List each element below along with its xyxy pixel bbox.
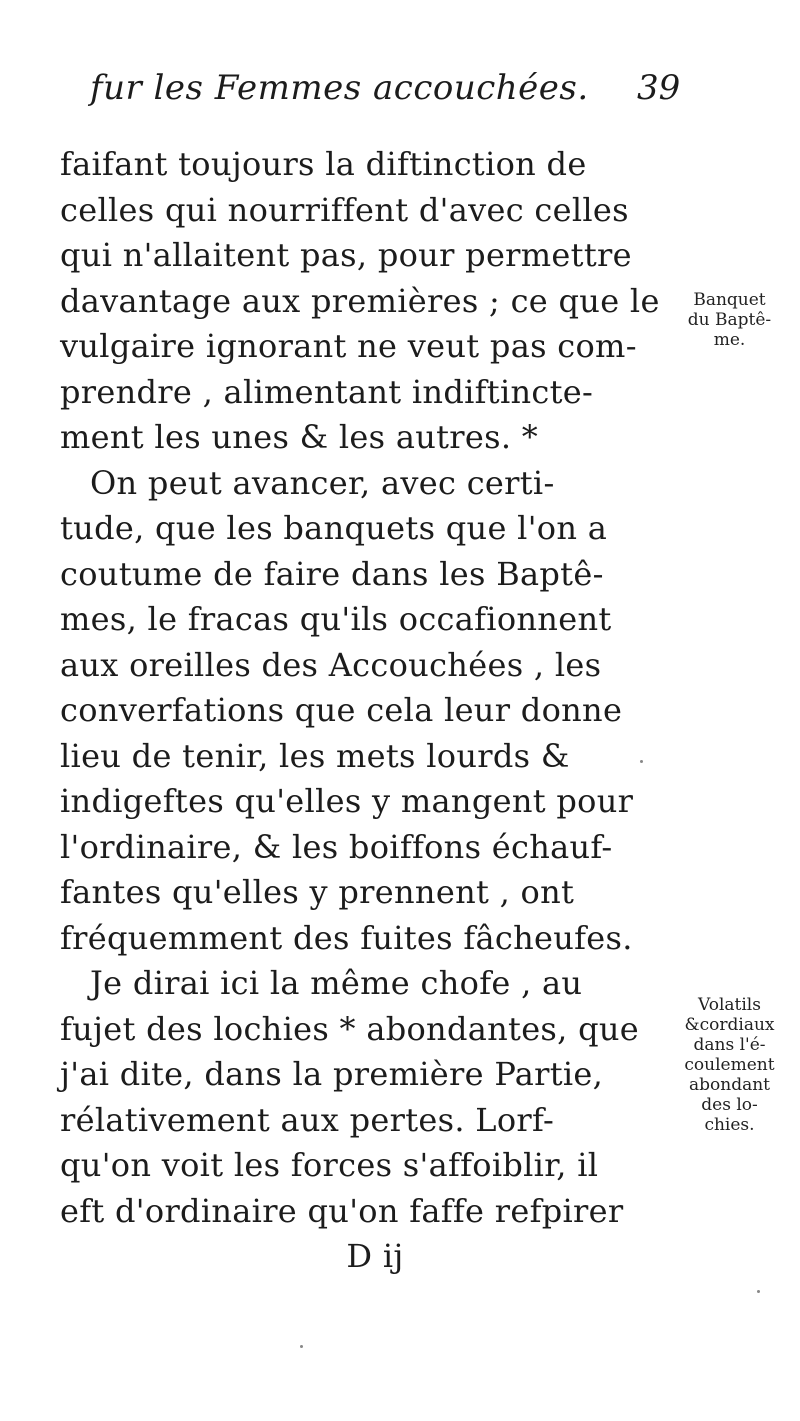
- text-line: davantage aux premières ; ce que le: [60, 281, 660, 320]
- margin-note-line: Banquet: [693, 290, 766, 310]
- margin-note-volatils: [662, 995, 797, 1135]
- text-line: eft d'ordinaire qu'on faffe refpirer: [60, 1191, 624, 1230]
- paper-speck: [757, 1290, 760, 1293]
- text-line: l'ordinaire, & les boiffons échauf-: [60, 827, 613, 866]
- margin-note-line: dans l'é-: [693, 1035, 766, 1055]
- text-line: Je dirai ici la même chofe , au: [90, 964, 583, 1002]
- paper-speck: [640, 760, 643, 763]
- margin-note-line: du Baptê-: [687, 310, 772, 330]
- margin-note-line: abondant: [689, 1075, 770, 1095]
- paper-speck: [300, 1345, 303, 1348]
- body-text: [60, 142, 660, 1280]
- text-line: indigeftes qu'elles y mangent pour: [60, 782, 634, 820]
- page-header: [90, 68, 690, 128]
- margin-note-line: &cordiaux: [684, 1015, 775, 1035]
- text-line: prendre , alimentant indiftincte-: [60, 372, 594, 411]
- text-line: ment les unes & les autres. *: [60, 418, 539, 456]
- page-number: 39: [637, 68, 681, 108]
- margin-note-line: chies.: [704, 1115, 755, 1135]
- text-line: celles qui nourriffent d'avec celles: [60, 190, 629, 229]
- text-line: fujet des lochies * abondantes, que: [60, 1009, 640, 1048]
- margin-note-line: Volatils: [698, 995, 761, 1015]
- text-line: faifant toujours la diftinction de: [60, 145, 587, 183]
- text-line: converfations que cela leur donne: [60, 691, 623, 729]
- text-line: On peut avancer, avec certi-: [90, 463, 555, 502]
- text-line: mes, le fracas qu'ils occafionnent: [60, 600, 612, 638]
- margin-note-line: coulement: [684, 1055, 775, 1075]
- text-line: rélativement aux pertes. Lorf-: [60, 1100, 555, 1139]
- text-line: vulgaire ignorant ne veut pas com-: [60, 327, 637, 365]
- signature-mark: D ij: [346, 1237, 404, 1275]
- margin-note-banquet: [662, 290, 797, 350]
- text-line: lieu de tenir, les mets lourds &: [60, 736, 570, 775]
- text-line: fantes qu'elles y prennent , ont: [60, 873, 575, 911]
- text-line: j'ai dite, dans la première Partie,: [60, 1055, 604, 1093]
- margin-note-line: me.: [713, 330, 746, 350]
- running-title: fur les Femmes accouchées.: [90, 68, 589, 108]
- text-line: tude, que les banquets que l'on a: [60, 509, 608, 547]
- text-line: qu'on voit les forces s'affoiblir, il: [60, 1146, 599, 1184]
- text-line: qui n'allaitent pas, pour permettre: [60, 236, 632, 274]
- margin-note-line: des lo-: [701, 1095, 758, 1115]
- text-line: coutume de faire dans les Baptê-: [60, 554, 604, 593]
- text-line: aux oreilles des Accouchées , les: [60, 645, 602, 684]
- text-line: fréquemment des fuites fâcheufes.: [60, 918, 633, 957]
